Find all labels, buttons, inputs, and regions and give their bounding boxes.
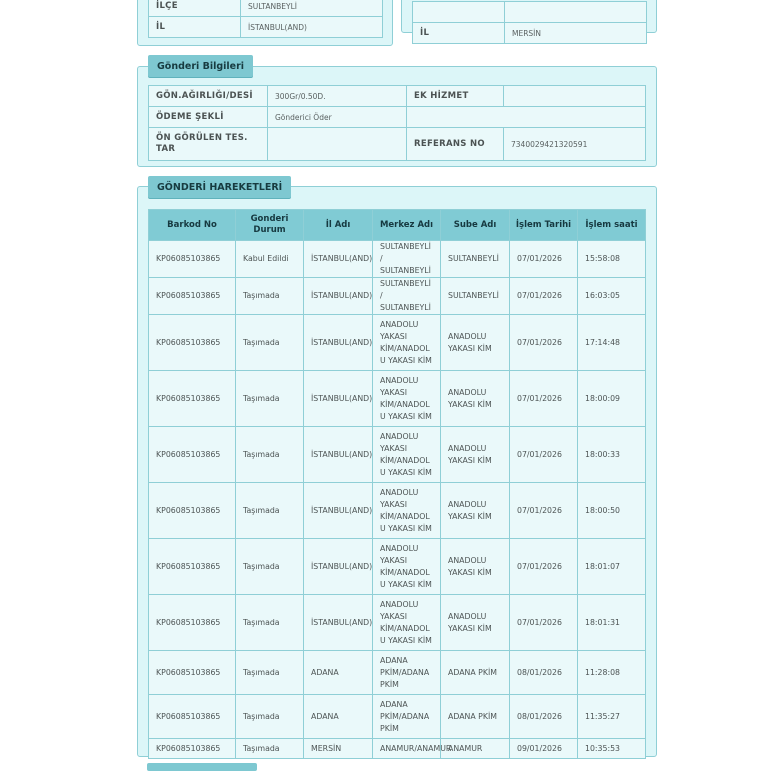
- status-cell: Taşımada: [236, 427, 304, 483]
- eta-value: [268, 128, 407, 161]
- time-cell: 18:01:07: [578, 539, 646, 595]
- barcode-cell: KP06085103865: [149, 539, 236, 595]
- payment-empty-cell: [407, 107, 646, 128]
- extra-service-value: [504, 86, 646, 107]
- time-cell: 11:28:08: [578, 651, 646, 695]
- branch-cell: ANADOLU YAKASI KİM: [441, 483, 510, 539]
- shipment-info-table: [148, 85, 646, 161]
- col-date: İşlem Tarihi: [510, 210, 578, 241]
- time-cell: 17:14:48: [578, 315, 646, 371]
- city-cell: İSTANBUL(AND): [304, 595, 373, 651]
- receiver-address-table: [412, 1, 647, 44]
- center-cell: ANADOLU YAKASI KİM/ANADOLU YAKASI KİM: [373, 539, 441, 595]
- movement-row: [149, 695, 646, 739]
- movement-row: [149, 241, 646, 278]
- sender-address-table: [148, 0, 383, 38]
- date-cell: 07/01/2026: [510, 241, 578, 278]
- city-cell: İSTANBUL(AND): [304, 427, 373, 483]
- date-cell: 08/01/2026: [510, 695, 578, 739]
- status-cell: Taşımada: [236, 539, 304, 595]
- movement-row: [149, 483, 646, 539]
- branch-cell: SULTANBEYLİ: [441, 241, 510, 278]
- movement-row: [149, 371, 646, 427]
- branch-cell: ANADOLU YAKASI KİM: [441, 371, 510, 427]
- branch-cell: ANADOLU YAKASI KİM: [441, 539, 510, 595]
- reference-label: REFERANS NO: [407, 128, 504, 161]
- movement-row: [149, 315, 646, 371]
- branch-cell: SULTANBEYLİ: [441, 278, 510, 315]
- date-cell: 07/01/2026: [510, 483, 578, 539]
- movement-row: [149, 595, 646, 651]
- barcode-cell: KP06085103865: [149, 241, 236, 278]
- center-cell: ANADOLU YAKASI KİM/ANADOLU YAKASI KİM: [373, 483, 441, 539]
- city-cell: İSTANBUL(AND): [304, 315, 373, 371]
- il-value: İSTANBUL(AND): [241, 17, 383, 38]
- time-cell: 18:01:31: [578, 595, 646, 651]
- weight-label: GÖN.AĞIRLIĞI/DESİ: [149, 86, 268, 107]
- receiver-address-panel: [401, 0, 657, 38]
- movements-title: GÖNDERİ HAREKETLERİ: [148, 176, 291, 198]
- center-cell: ANADOLU YAKASI KİM/ANADOLU YAKASI KİM: [373, 595, 441, 651]
- col-branch: Sube Adı: [441, 210, 510, 241]
- receiver-il-label: İL: [413, 23, 505, 44]
- status-cell: Taşımada: [236, 483, 304, 539]
- time-cell: 16:03:05: [578, 278, 646, 315]
- date-cell: 07/01/2026: [510, 539, 578, 595]
- time-cell: 10:35:53: [578, 739, 646, 759]
- barcode-cell: KP06085103865: [149, 695, 236, 739]
- movements-table: [148, 209, 646, 759]
- barcode-cell: KP06085103865: [149, 371, 236, 427]
- next-section-tab: [147, 763, 257, 771]
- time-cell: 11:35:27: [578, 695, 646, 739]
- time-cell: 18:00:33: [578, 427, 646, 483]
- date-cell: 07/01/2026: [510, 315, 578, 371]
- city-cell: ADANA: [304, 651, 373, 695]
- status-cell: Taşımada: [236, 651, 304, 695]
- date-cell: 09/01/2026: [510, 739, 578, 759]
- center-cell: ADANA PKİM/ADANA PKİM: [373, 695, 441, 739]
- movement-row: [149, 278, 646, 315]
- status-cell: Taşımada: [236, 595, 304, 651]
- movement-row: [149, 539, 646, 595]
- shipment-info-title: Gönderi Bilgileri: [148, 55, 253, 77]
- time-cell: 18:00:50: [578, 483, 646, 539]
- status-cell: Kabul Edildi: [236, 241, 304, 278]
- branch-cell: ADANA PKİM: [441, 695, 510, 739]
- status-cell: Taşımada: [236, 315, 304, 371]
- date-cell: 08/01/2026: [510, 651, 578, 695]
- reference-value: 7340029421320591: [504, 128, 646, 161]
- status-cell: Taşımada: [236, 695, 304, 739]
- city-cell: İSTANBUL(AND): [304, 483, 373, 539]
- time-cell: 15:58:08: [578, 241, 646, 278]
- payment-value: Gönderici Öder: [268, 107, 407, 128]
- status-cell: Taşımada: [236, 739, 304, 759]
- ilce-label: İLÇE: [149, 0, 241, 17]
- date-cell: 07/01/2026: [510, 371, 578, 427]
- movement-row: [149, 427, 646, 483]
- center-cell: ANADOLU YAKASI KİM/ANADOLU YAKASI KİM: [373, 315, 441, 371]
- date-cell: 07/01/2026: [510, 278, 578, 315]
- city-cell: İSTANBUL(AND): [304, 278, 373, 315]
- ilce-value: SULTANBEYLİ: [241, 0, 383, 17]
- col-status: Gonderi Durum: [236, 210, 304, 241]
- col-barcode: Barkod No: [149, 210, 236, 241]
- center-cell: SULTANBEYLİ/ SULTANBEYLİ: [373, 278, 441, 315]
- date-cell: 07/01/2026: [510, 595, 578, 651]
- city-cell: İSTANBUL(AND): [304, 371, 373, 427]
- il-label: İL: [149, 17, 241, 38]
- col-time: İşlem saati: [578, 210, 646, 241]
- weight-value: 300Gr/0.50D.: [268, 86, 407, 107]
- receiver-il-value: MERSİN: [505, 23, 647, 44]
- barcode-cell: KP06085103865: [149, 595, 236, 651]
- branch-cell: ADANA PKİM: [441, 651, 510, 695]
- movement-row: [149, 651, 646, 695]
- barcode-cell: KP06085103865: [149, 427, 236, 483]
- city-cell: ADANA: [304, 695, 373, 739]
- city-cell: İSTANBUL(AND): [304, 539, 373, 595]
- movement-row: [149, 739, 646, 759]
- col-city: İl Adı: [304, 210, 373, 241]
- barcode-cell: KP06085103865: [149, 651, 236, 695]
- center-cell: ADANA PKİM/ADANA PKİM: [373, 651, 441, 695]
- barcode-cell: KP06085103865: [149, 739, 236, 759]
- center-cell: ANADOLU YAKASI KİM/ANADOLU YAKASI KİM: [373, 427, 441, 483]
- center-cell: SULTANBEYLİ/ SULTANBEYLİ: [373, 241, 441, 278]
- time-cell: 18:00:09: [578, 371, 646, 427]
- city-cell: MERSİN: [304, 739, 373, 759]
- status-cell: Taşımada: [236, 278, 304, 315]
- branch-cell: ANADOLU YAKASI KİM: [441, 427, 510, 483]
- status-cell: Taşımada: [236, 371, 304, 427]
- col-center: Merkez Adı: [373, 210, 441, 241]
- branch-cell: ANADOLU YAKASI KİM: [441, 315, 510, 371]
- date-cell: 07/01/2026: [510, 427, 578, 483]
- barcode-cell: KP06085103865: [149, 483, 236, 539]
- eta-label: ÖN GÖRÜLEN TES. TAR: [149, 128, 268, 161]
- extra-service-label: EK HİZMET: [407, 86, 504, 107]
- city-cell: İSTANBUL(AND): [304, 241, 373, 278]
- barcode-cell: KP06085103865: [149, 278, 236, 315]
- barcode-cell: KP06085103865: [149, 315, 236, 371]
- branch-cell: ANAMUR: [441, 739, 510, 759]
- center-cell: ANAMUR/ANAMUR: [373, 739, 441, 759]
- sender-address-panel: [137, 0, 393, 46]
- movements-header-row: [149, 210, 646, 241]
- branch-cell: ANADOLU YAKASI KİM: [441, 595, 510, 651]
- center-cell: ANADOLU YAKASI KİM/ANADOLU YAKASI KİM: [373, 371, 441, 427]
- payment-label: ÖDEME ŞEKLİ: [149, 107, 268, 128]
